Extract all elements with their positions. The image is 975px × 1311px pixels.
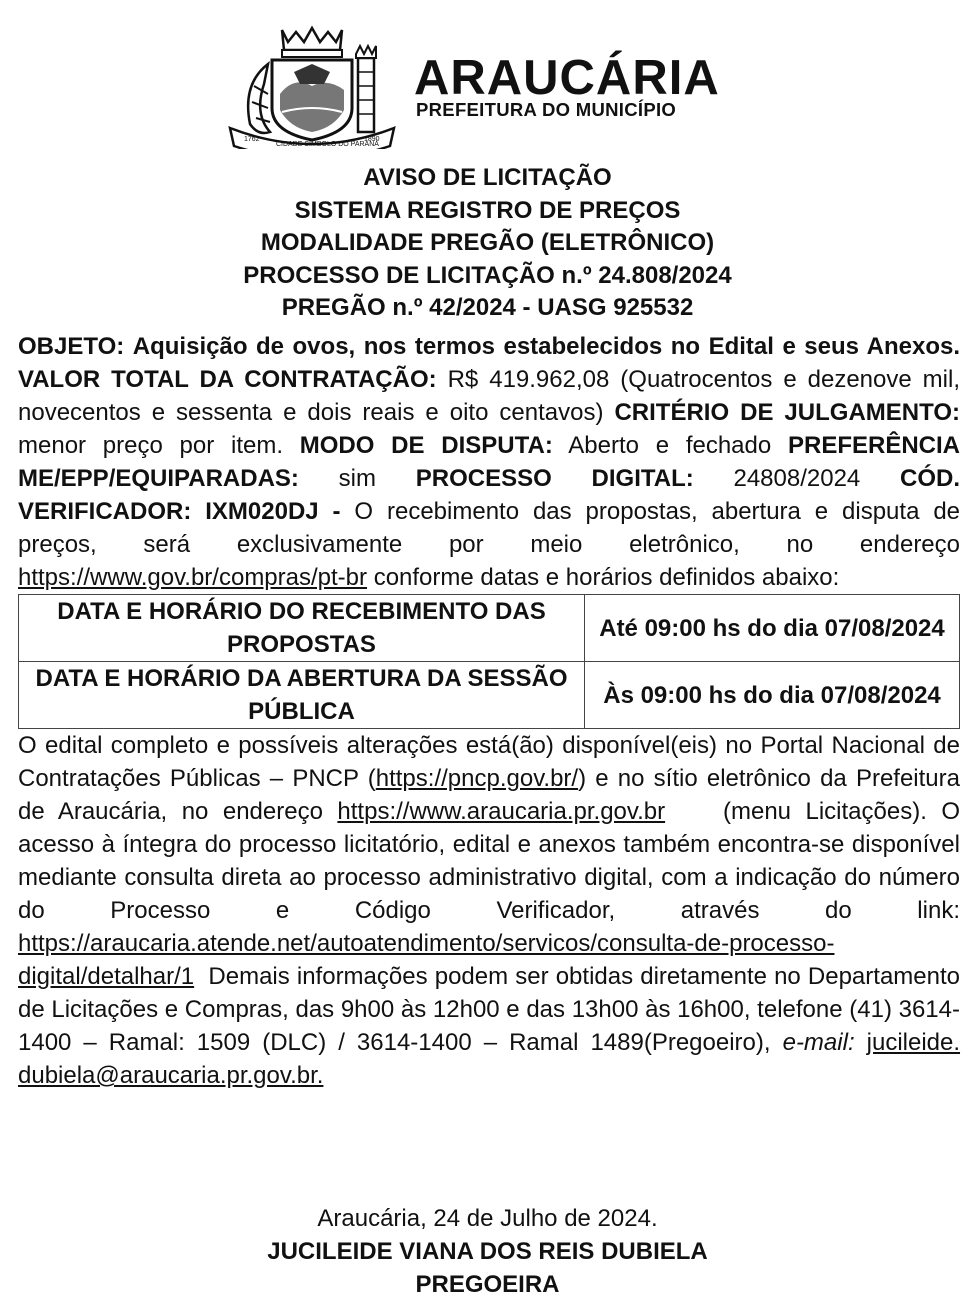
modo-text: Aberto e fechado bbox=[568, 432, 772, 459]
schedule-label: DATA E HORÁRIO DO RECEBIMENTO DAS PROPOSTAS bbox=[19, 595, 585, 662]
valor-label: VALOR TOTAL DA CONTRATAÇÃO: bbox=[18, 366, 437, 393]
edital-paragraph bbox=[18, 729, 960, 1092]
signatory-role: PREGOEIRA bbox=[415, 1271, 560, 1298]
brand-name: ARAUCÁRIA bbox=[414, 51, 720, 105]
objeto-paragraph bbox=[18, 330, 960, 594]
preferencia-label: PREFERÊNCIA ME/EPP/EQUIPARADAS: bbox=[18, 432, 961, 492]
schedule-label: DATA E HORÁRIO DA ABERTURA DA SESSÃO PÚBLICA bbox=[19, 662, 585, 729]
atende-link[interactable]: https://araucaria.atende.net/autoatendimento/servicos/consulta-de-processo-digital/detalhar/1 bbox=[18, 930, 835, 990]
compras-link[interactable]: https://www.gov.br/compras/pt-br bbox=[18, 564, 368, 591]
recebimento-text: O recebimento das propostas, abertura e disputa de preços, será exclusivamente por meio eletrônico, no endereço bbox=[18, 498, 961, 558]
notice-modality: MODALIDADE PREGÃO (ELETRÔNICO) bbox=[260, 229, 715, 256]
table-row bbox=[19, 662, 960, 729]
notice-title: AVISO DE LICITAÇÃO bbox=[363, 164, 612, 191]
criterio-label: CRITÉRIO DE JULGAMENTO: bbox=[614, 399, 960, 426]
email-link[interactable]: jucileide. dubiela@araucaria.pr.gov.br. bbox=[18, 1029, 961, 1089]
email-label: e-mail: bbox=[782, 1029, 855, 1056]
table-row bbox=[19, 595, 960, 662]
svg-text:CIDADE SÍMBOLO DO PARANÁ: CIDADE SÍMBOLO DO PARANÁ bbox=[276, 141, 379, 148]
objeto-text: Aquisição de ovos, nos termos estabelecidos no Edital e seus Anexos. bbox=[132, 333, 961, 360]
pncp-link[interactable]: https://pncp.gov.br/ bbox=[375, 765, 579, 792]
schedule-table bbox=[18, 594, 960, 729]
araucaria-site-link[interactable]: https://www.araucaria.pr.gov.br bbox=[337, 798, 666, 825]
modo-label: MODO DE DISPUTA: bbox=[299, 432, 553, 459]
valor-text: R$ 419.962,08 (Quatrocentos e dezenove mil, novecentos e sessenta e dois reais e oito centavos) bbox=[18, 366, 960, 426]
preferencia-text: sim bbox=[338, 465, 376, 492]
processo-digital-text: 24808/2024 bbox=[733, 465, 861, 492]
acesso-text: (menu Licitações). O acesso à íntegra do processo licitatório, edital e anexos também encontra-se disponível mediante consulta direta ao processo administrativo digital, com a indicação do número do Processo e Código Verificador, através do link: bbox=[18, 798, 960, 924]
notice-titles bbox=[0, 162, 975, 325]
signature-block bbox=[0, 1202, 975, 1301]
notice-pregao: PREGÃO n.º 42/2024 - UASG 925532 bbox=[281, 294, 694, 321]
criterio-text: menor preço por item. bbox=[18, 432, 284, 459]
municipal-crest-icon bbox=[224, 24, 399, 149]
notice-process: PROCESSO DE LICITAÇÃO n.º 24.808/2024 bbox=[243, 261, 732, 289]
date-line: Araucária, 24 de Julho de 2024. bbox=[317, 1205, 658, 1232]
signatory-name: JUCILEIDE VIANA DOS REIS DUBIELA bbox=[267, 1238, 708, 1265]
notice-system: SISTEMA REGISTRO DE PREÇOS bbox=[294, 196, 681, 224]
codigo-verificador-label: CÓD. VERIFICADOR: IXM020DJ - bbox=[18, 465, 961, 525]
brand-subtitle: PREFEITURA DO MUNICÍPIO bbox=[416, 99, 677, 120]
edital-text: O edital completo e possíveis alterações está(ão) disponível(eis) no Portal Nacional de Contratações Públicas – PNCP ( bbox=[18, 732, 960, 792]
schedule-value: Até 09:00 hs do dia 07/08/2024 bbox=[585, 595, 960, 662]
sitio-text: ) e no sítio eletrônico da Prefeitura de Araucária, no endereço bbox=[18, 765, 960, 825]
datas-text: conforme datas e horários definidos abaixo: bbox=[373, 564, 840, 591]
objeto-label: OBJETO: bbox=[18, 333, 125, 360]
processo-digital-label: PROCESSO DIGITAL: bbox=[415, 465, 694, 492]
informacoes-text: Demais informações podem ser obtidas diretamente no Departamento de Licitações e Compras, das 9h00 às 12h00 e das 13h00 às 16h00, telefone (41) 3614-1400 – Ramal: 1509 (DLC) / 3614-1400 – Ramal 1489(Pregoeiro), bbox=[18, 963, 960, 1056]
schedule-value: Às 09:00 hs do dia 07/08/2024 bbox=[585, 662, 960, 729]
header bbox=[0, 14, 975, 149]
notice-body bbox=[18, 330, 960, 1092]
svg-text:1890: 1890 bbox=[364, 136, 380, 143]
svg-text:1762: 1762 bbox=[244, 136, 260, 143]
